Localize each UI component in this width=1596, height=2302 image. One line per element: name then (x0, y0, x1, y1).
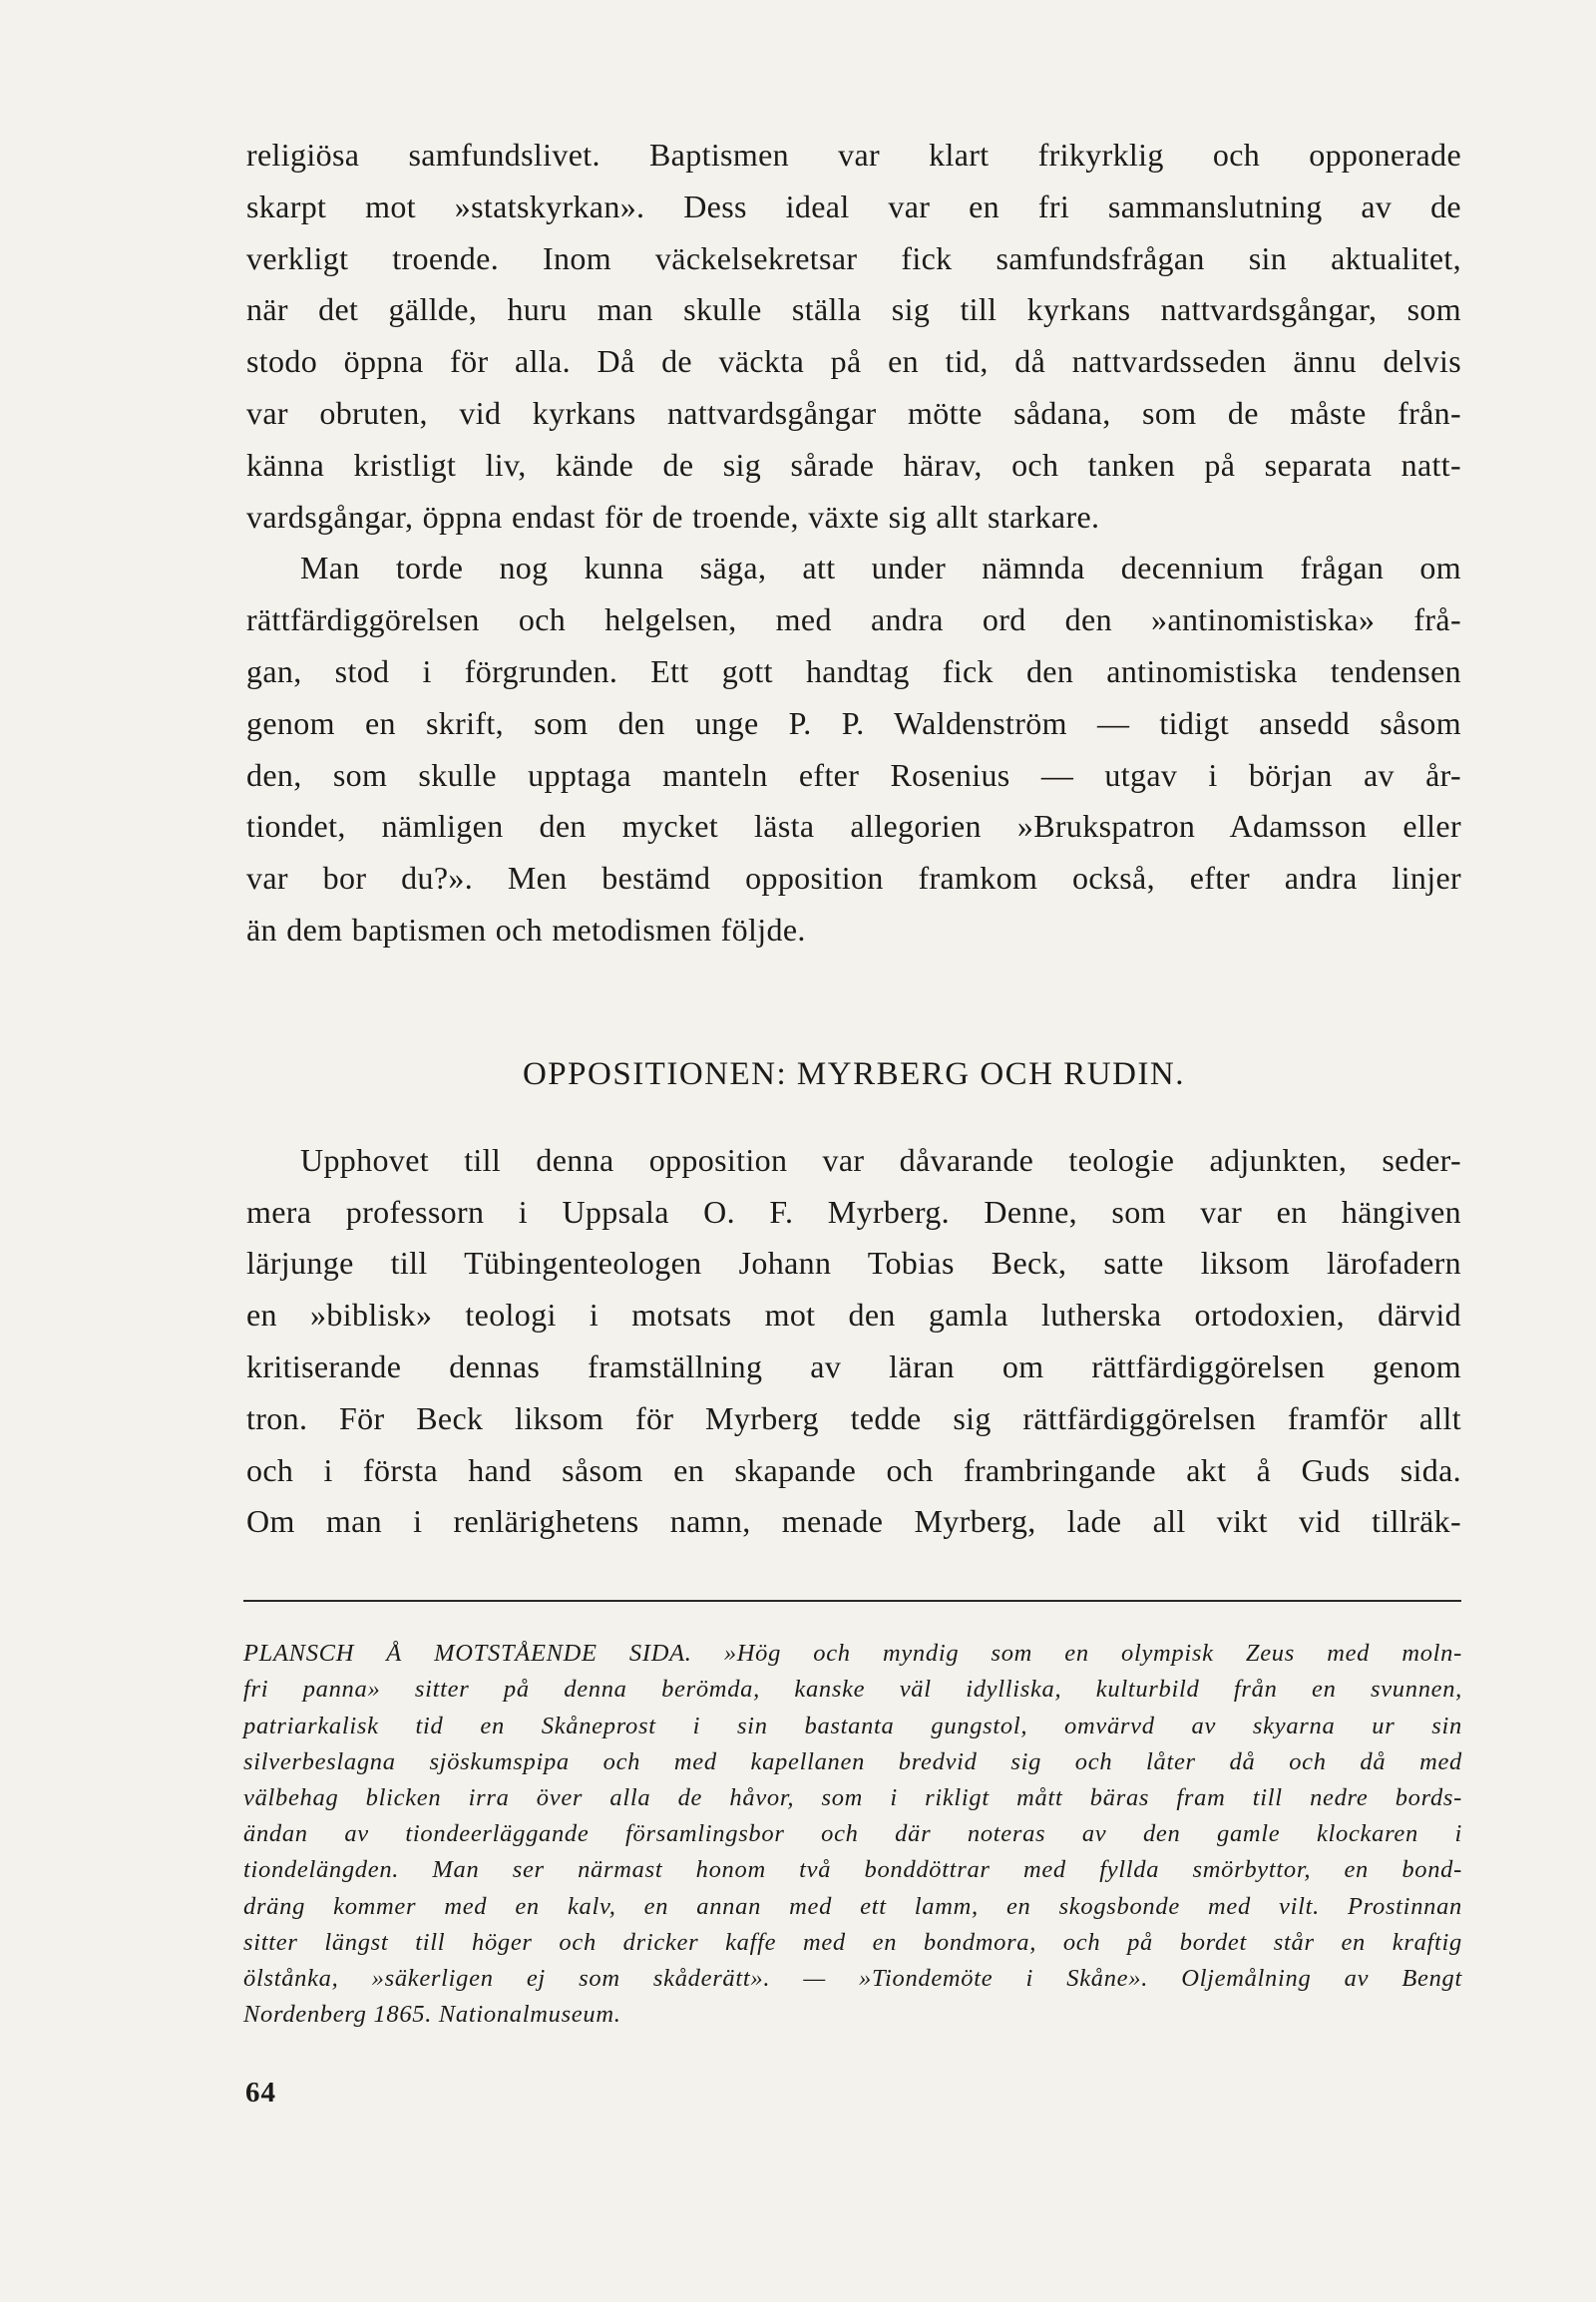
text-line: mera professorn i Uppsala O. F. Myrberg. Denne, som var en hängiven (246, 1193, 1461, 1230)
caption-line: PLANSCH Å MOTSTÅENDE SIDA. »Hög och myndig som en olympisk Zeus med moln- (243, 1640, 1462, 1668)
paragraph-2 (246, 543, 1461, 956)
text-line: genom en skrift, som den unge P. P. Waldenström — tidigt ansedd såsom (246, 704, 1461, 741)
page-number: 64 (245, 2077, 276, 2110)
caption-line: välbehag blicken irra över alla de håvor, som i rikligt mått bäras fram till nedre bords- (243, 1783, 1462, 1811)
caption-line: tiondelängden. Man ser närmast honom två bonddöttrar med fyllda smörbyttor, en bond- (243, 1856, 1462, 1884)
section-heading: OPPOSITIONEN: MYRBERG OCH RUDIN. (522, 1055, 1186, 1092)
text-line: vardsgångar, öppna endast för de troende, växte sig allt starkare. (246, 498, 1100, 535)
caption-line: ändan av tiondeerläggande församlingsbor och där noteras av den gamle klockaren i (243, 1820, 1462, 1848)
text-line: rättfärdiggörelsen och helgelsen, med andra ord den »antinomistiska» frå- (246, 601, 1461, 638)
text-line: den, som skulle upptaga manteln efter Rosenius — utgav i början av år- (246, 756, 1461, 793)
text-line: stodo öppna för alla. Då de väckta på en tid, då nattvardsseden ännu delvis (246, 343, 1461, 380)
footnote-divider (243, 1600, 1461, 1602)
text-line: när det gällde, huru man skulle ställa sig till kyrkans nattvardsgångar, som (246, 291, 1461, 328)
paragraph-1 (246, 130, 1461, 543)
caption-line: sitter längst till höger och dricker kaffe med en bondmora, och på bordet står en kraftig (243, 1928, 1462, 1956)
text-line: känna kristligt liv, kände de sig sårade härav, och tanken på separata natt- (246, 446, 1461, 483)
text-line: kritiserande dennas framställning av läran om rättfärdiggörelsen genom (246, 1347, 1461, 1384)
caption-line: Nordenberg 1865. Nationalmuseum. (243, 2001, 621, 2029)
caption-line: dräng kommer med en kalv, en annan med ett lamm, en skogsbonde med vilt. Prostinnan (243, 1892, 1462, 1920)
caption-line: patriarkalisk tid en Skåneprost i sin bastanta gungstol, omvärvd av skyarna ur sin (243, 1712, 1462, 1739)
text-line: tiondet, nämligen den mycket lästa allegorien »Brukspatron Adamsson eller (246, 808, 1461, 845)
text-line: lärjunge till Tübingenteologen Johann Tobias Beck, satte liksom lärofadern (246, 1245, 1461, 1282)
text-line: tron. För Beck liksom för Myrberg tedde sig rättfärdiggörelsen framför allt (246, 1399, 1461, 1436)
paragraph-3 (246, 1135, 1461, 1548)
text-line: en »biblisk» teologi i motsats mot den gamla lutherska ortodoxien, därvid (246, 1297, 1461, 1334)
text-line: Man torde nog kunna säga, att under nämnda decennium frågan om (300, 550, 1461, 586)
text-line: religiösa samfundslivet. Baptismen var klart frikyrklig och opponerade (246, 137, 1461, 173)
text-line: än dem baptismen och metodismen följde. (246, 911, 806, 948)
text-line: skarpt mot »statskyrkan». Dess ideal var en fri sammanslutning av de (246, 188, 1461, 224)
caption-line: ölstånka, »säkerligen ej som skåderätt». — »Tiondemöte i Skåne». Oljemålning av Bengt (243, 1964, 1462, 1992)
text-line: verkligt troende. Inom väckelsekretsar fick samfundsfrågan sin aktualitet, (246, 239, 1461, 276)
text-line: och i första hand såsom en skapande och frambringande akt å Guds sida. (246, 1451, 1461, 1488)
caption-line: silverbeslagna sjöskumspipa och med kapellanen bredvid sig och låter då och då med (243, 1747, 1462, 1775)
text-line: var bor du?». Men bestämd opposition framkom också, efter andra linjer (246, 860, 1461, 897)
text-line: Upphovet till denna opposition var dåvarande teologie adjunkten, seder- (300, 1141, 1461, 1178)
caption-line: fri panna» sitter på denna berömda, kanske väl idylliska, kulturbild från en svunnen, (243, 1676, 1462, 1704)
plate-caption (243, 1636, 1462, 2033)
text-line: var obruten, vid kyrkans nattvardsgångar mötte sådana, som de måste från- (246, 394, 1461, 431)
text-line: gan, stod i förgrunden. Ett gott handtag fick den antinomistiska tendensen (246, 652, 1461, 689)
text-line: Om man i renlärighetens namn, menade Myrberg, lade all vikt vid tillräk- (246, 1503, 1461, 1540)
